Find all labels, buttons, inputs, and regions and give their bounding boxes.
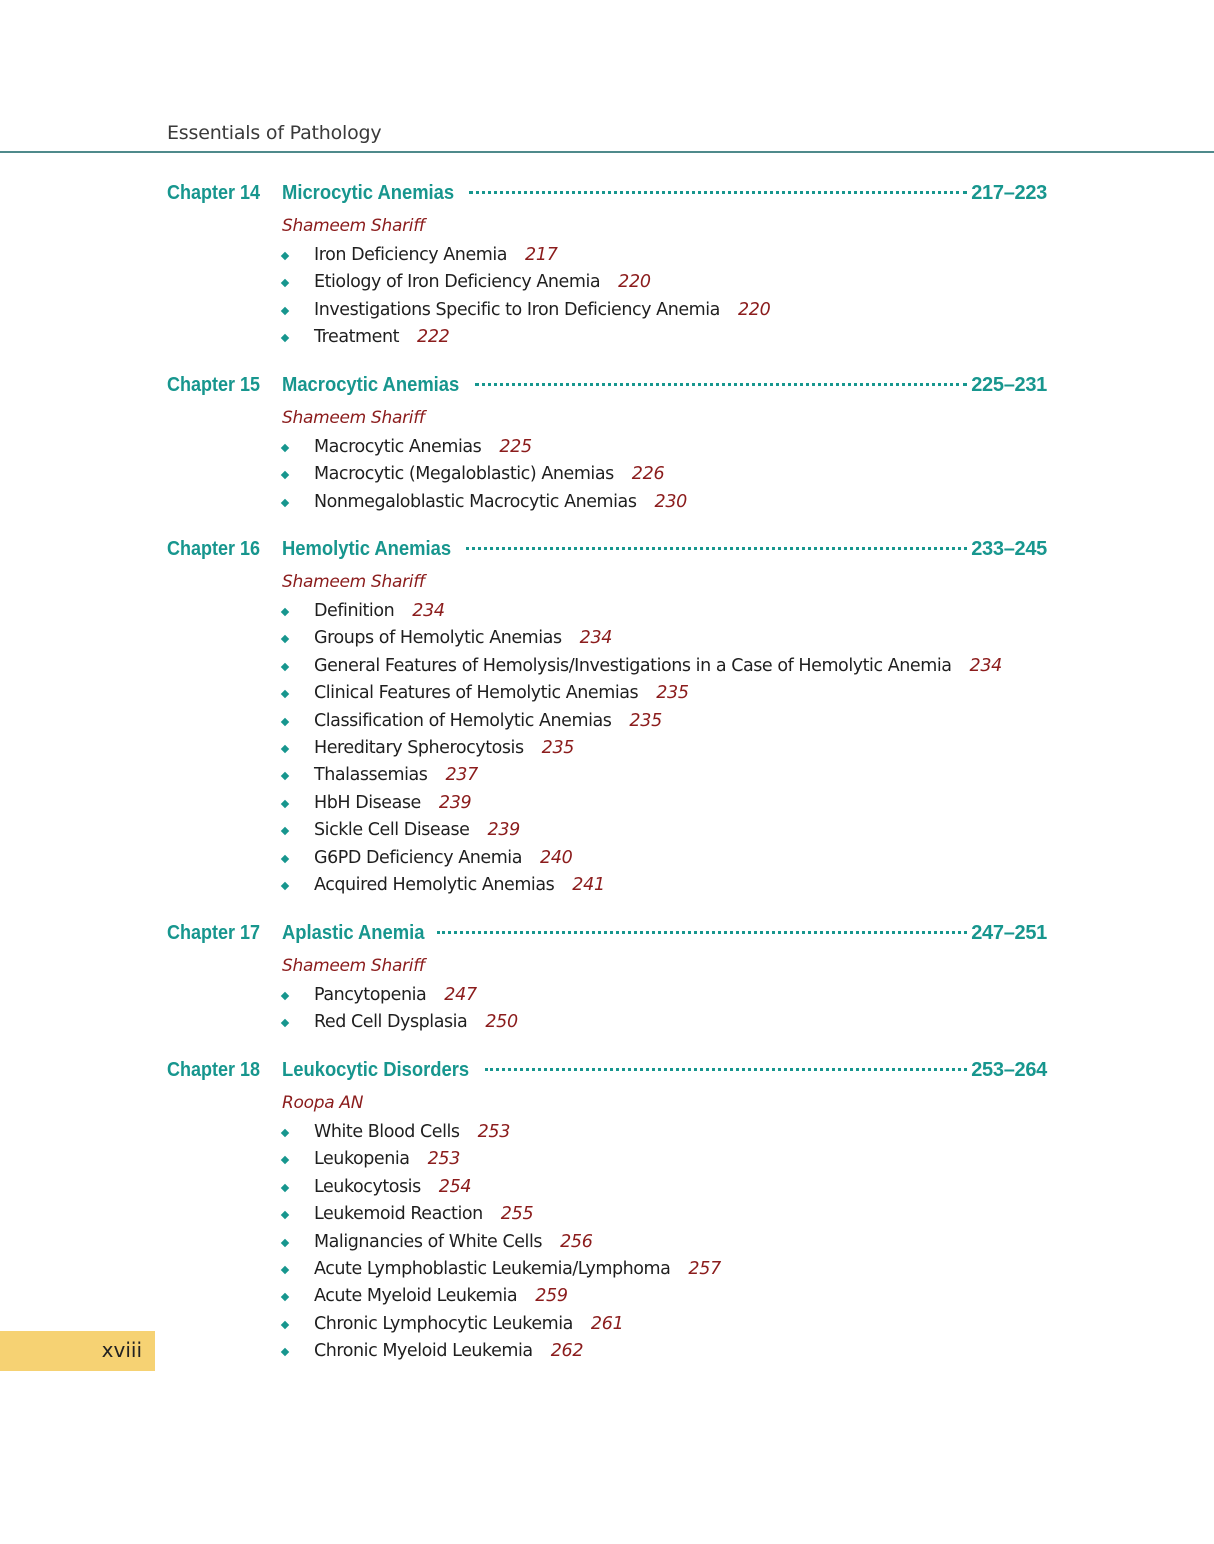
topic-title: Acquired Hemolytic Anemias [314, 874, 555, 895]
diamond-bullet-icon [281, 1348, 289, 1356]
topic-title: Sickle Cell Disease [314, 820, 470, 841]
dot-leader [437, 931, 967, 934]
topic-page-number: 253 [477, 1122, 511, 1142]
diamond-bullet-icon [281, 1019, 289, 1027]
topic-item[interactable] [282, 434, 1047, 461]
chapter-entry [167, 536, 1047, 899]
topic-page-number: 234 [969, 655, 1003, 676]
diamond-bullet-icon [281, 307, 289, 315]
topic-page-number: 230 [654, 491, 688, 512]
topic-item[interactable] [282, 1119, 1047, 1146]
diamond-bullet-icon [281, 772, 289, 780]
topic-item[interactable] [282, 708, 1047, 735]
diamond-bullet-icon [281, 827, 289, 835]
chapter-title-row [282, 1057, 1047, 1083]
chapter-author: Shameem Shariff [282, 216, 425, 236]
topic-page-number: 261 [590, 1313, 624, 1334]
chapter-entry [167, 920, 1047, 1037]
topic-item[interactable] [282, 1009, 1047, 1036]
topic-item[interactable] [282, 489, 1047, 516]
chapter-page-range[interactable]: 233–245 [971, 538, 1047, 560]
topic-item[interactable] [282, 461, 1047, 488]
topic-item[interactable] [282, 790, 1047, 817]
diamond-bullet-icon [281, 635, 289, 643]
diamond-bullet-icon [281, 992, 289, 1000]
diamond-bullet-icon [281, 608, 289, 616]
diamond-bullet-icon [281, 1266, 289, 1274]
chapter-entry [167, 1057, 1047, 1366]
running-head: Essentials of Pathology [167, 122, 382, 144]
chapter-header[interactable] [167, 1057, 1047, 1087]
topic-list [282, 434, 1047, 516]
chapter-page-range[interactable]: 247–251 [971, 922, 1047, 944]
chapter-title-row [282, 180, 1047, 206]
chapter-title-row [282, 536, 1047, 562]
topic-title: Leukemoid Reaction [314, 1204, 483, 1225]
topic-page-number: 234 [412, 601, 445, 621]
diamond-bullet-icon [281, 444, 289, 452]
chapter-label: Chapter 18 [167, 1059, 261, 1081]
topic-item[interactable] [282, 1338, 1047, 1365]
diamond-bullet-icon [281, 663, 289, 671]
topic-item[interactable] [282, 1201, 1047, 1228]
topic-page-number: 256 [560, 1231, 593, 1252]
dot-leader [475, 383, 968, 386]
topic-title: Etiology of Iron Deficiency Anemia [314, 272, 601, 293]
chapter-header[interactable] [167, 920, 1047, 950]
chapter-title[interactable]: Macrocytic Anemias [282, 374, 460, 396]
topic-item[interactable] [282, 1311, 1047, 1338]
topic-title: Leukopenia [314, 1149, 410, 1170]
topic-title: Nonmegaloblastic Macrocytic Anemias [314, 491, 637, 512]
topic-item[interactable] [282, 1174, 1047, 1201]
topic-title: Acute Myeloid Leukemia [314, 1286, 518, 1307]
topic-page-number: 253 [427, 1149, 461, 1170]
topic-item[interactable] [282, 982, 1047, 1009]
diamond-bullet-icon [281, 499, 289, 507]
diamond-bullet-icon [281, 1238, 289, 1246]
topic-item[interactable] [282, 625, 1047, 652]
topic-page-number: 241 [572, 874, 605, 895]
chapter-label: Chapter 14 [167, 182, 261, 204]
diamond-bullet-icon [281, 471, 289, 479]
diamond-bullet-icon [281, 1211, 289, 1219]
diamond-bullet-icon [281, 334, 289, 342]
chapter-page-range[interactable]: 253–264 [971, 1059, 1047, 1081]
chapter-title-row [282, 372, 1047, 398]
chapter-entry [167, 372, 1047, 516]
topic-item[interactable] [282, 1229, 1047, 1256]
topic-title: Chronic Lymphocytic Leukemia [314, 1313, 573, 1334]
dot-leader [469, 191, 967, 194]
topic-title: G6PD Deficiency Anemia [314, 847, 522, 868]
topic-page-number: 240 [540, 847, 573, 868]
chapter-header[interactable] [167, 180, 1047, 210]
header-rule [0, 151, 1214, 153]
chapter-label: Chapter 16 [167, 538, 261, 560]
topic-page-number: 254 [438, 1176, 472, 1197]
topic-title: Macrocytic (Megaloblastic) Anemias [314, 464, 614, 485]
topic-page-number: 250 [485, 1012, 518, 1033]
topic-item[interactable] [282, 735, 1047, 762]
chapter-title-row [282, 920, 1047, 946]
diamond-bullet-icon [281, 745, 289, 753]
diamond-bullet-icon [281, 1320, 289, 1328]
topic-item[interactable] [282, 762, 1047, 789]
chapter-page-range[interactable]: 225–231 [971, 374, 1047, 396]
topic-title: Malignancies of White Cells [314, 1231, 543, 1252]
topic-list [282, 598, 1047, 899]
chapter-header[interactable] [167, 372, 1047, 402]
diamond-bullet-icon [281, 690, 289, 698]
topic-title: Groups of Hemolytic Anemias [314, 628, 562, 649]
topic-list [282, 1119, 1047, 1366]
topic-page-number: 222 [417, 327, 450, 348]
diamond-bullet-icon [281, 1156, 289, 1164]
topic-list [282, 982, 1047, 1037]
topic-page-number: 235 [541, 737, 575, 758]
topic-title: Leukocytosis [314, 1176, 421, 1197]
dot-leader [485, 1068, 967, 1071]
topic-page-number: 234 [579, 628, 613, 649]
topic-page-number: 220 [737, 299, 771, 320]
topic-page-number: 255 [500, 1204, 534, 1225]
chapter-author: Shameem Shariff [282, 572, 425, 592]
topic-page-number: 217 [525, 245, 558, 265]
topic-title: Macrocytic Anemias [314, 437, 482, 457]
topic-title: Investigations Specific to Iron Deficiency Anemia [314, 299, 720, 320]
chapter-author: Shameem Shariff [282, 956, 425, 976]
diamond-bullet-icon [281, 1129, 289, 1137]
topic-list [282, 242, 1047, 352]
topic-title: Pancytopenia [314, 985, 427, 1005]
topic-page-number: 247 [444, 985, 477, 1005]
chapter-title[interactable]: Hemolytic Anemias [282, 538, 452, 560]
diamond-bullet-icon [281, 717, 289, 725]
topic-title: Acute Lymphoblastic Leukemia/Lymphoma [314, 1258, 671, 1279]
chapter-title[interactable]: Leukocytic Disorders [282, 1059, 470, 1081]
topic-page-number: 237 [445, 765, 478, 786]
chapter-entry [167, 180, 1047, 352]
topic-title: Red Cell Dysplasia [314, 1012, 468, 1033]
topic-title: Classification of Hemolytic Anemias [314, 710, 612, 731]
dot-leader [466, 547, 967, 550]
topic-page-number: 235 [656, 683, 689, 704]
topic-title: HbH Disease [314, 792, 421, 813]
diamond-bullet-icon [281, 1293, 289, 1301]
topic-item[interactable] [282, 297, 1047, 324]
page-number: xviii [101, 1338, 142, 1362]
chapter-author: Roopa AN [282, 1093, 364, 1113]
diamond-bullet-icon [281, 854, 289, 862]
chapter-label: Chapter 17 [167, 922, 261, 944]
topic-page-number: 235 [629, 710, 662, 731]
chapter-title[interactable]: Aplastic Anemia [282, 922, 425, 944]
topic-item[interactable] [282, 324, 1047, 351]
topic-page-number: 239 [487, 820, 520, 841]
topic-page-number: 226 [631, 464, 665, 485]
diamond-bullet-icon [281, 882, 289, 890]
topic-title: General Features of Hemolysis/Investigations in a Case of Hemolytic Anemia [314, 655, 952, 676]
topic-item[interactable] [282, 845, 1047, 872]
topic-item[interactable] [282, 872, 1047, 899]
topic-title: Definition [314, 601, 395, 621]
page-number-tab [0, 1331, 155, 1371]
topic-title: Hereditary Spherocytosis [314, 737, 524, 758]
chapter-page-range[interactable]: 217–223 [971, 182, 1047, 204]
topic-item[interactable] [282, 680, 1047, 707]
topic-page-number: 257 [688, 1258, 721, 1279]
topic-item[interactable] [282, 1256, 1047, 1283]
topic-title: Iron Deficiency Anemia [314, 245, 508, 265]
diamond-bullet-icon [281, 799, 289, 807]
topic-title: Clinical Features of Hemolytic Anemias [314, 683, 639, 704]
topic-item[interactable] [282, 598, 1047, 625]
topic-item[interactable] [282, 1283, 1047, 1310]
topic-page-number: 239 [438, 792, 472, 813]
topic-title: Treatment [314, 327, 399, 348]
chapter-label: Chapter 15 [167, 374, 261, 396]
chapter-author: Shameem Shariff [282, 408, 425, 428]
diamond-bullet-icon [281, 1184, 289, 1192]
topic-item[interactable] [282, 653, 1047, 680]
topic-page-number: 220 [618, 272, 651, 293]
topic-item[interactable] [282, 1146, 1047, 1173]
chapter-header[interactable] [167, 536, 1047, 566]
diamond-bullet-icon [281, 279, 289, 287]
diamond-bullet-icon [281, 252, 289, 260]
topic-title: Thalassemias [314, 765, 428, 786]
topic-page-number: 262 [550, 1341, 584, 1362]
topic-item[interactable] [282, 817, 1047, 844]
topic-title: Chronic Myeloid Leukemia [314, 1341, 533, 1362]
topic-page-number: 259 [535, 1286, 568, 1307]
chapter-title[interactable]: Microcytic Anemias [282, 182, 455, 204]
topic-item[interactable] [282, 269, 1047, 296]
topic-title: White Blood Cells [314, 1122, 460, 1142]
topic-page-number: 225 [499, 437, 532, 457]
topic-item[interactable] [282, 242, 1047, 269]
